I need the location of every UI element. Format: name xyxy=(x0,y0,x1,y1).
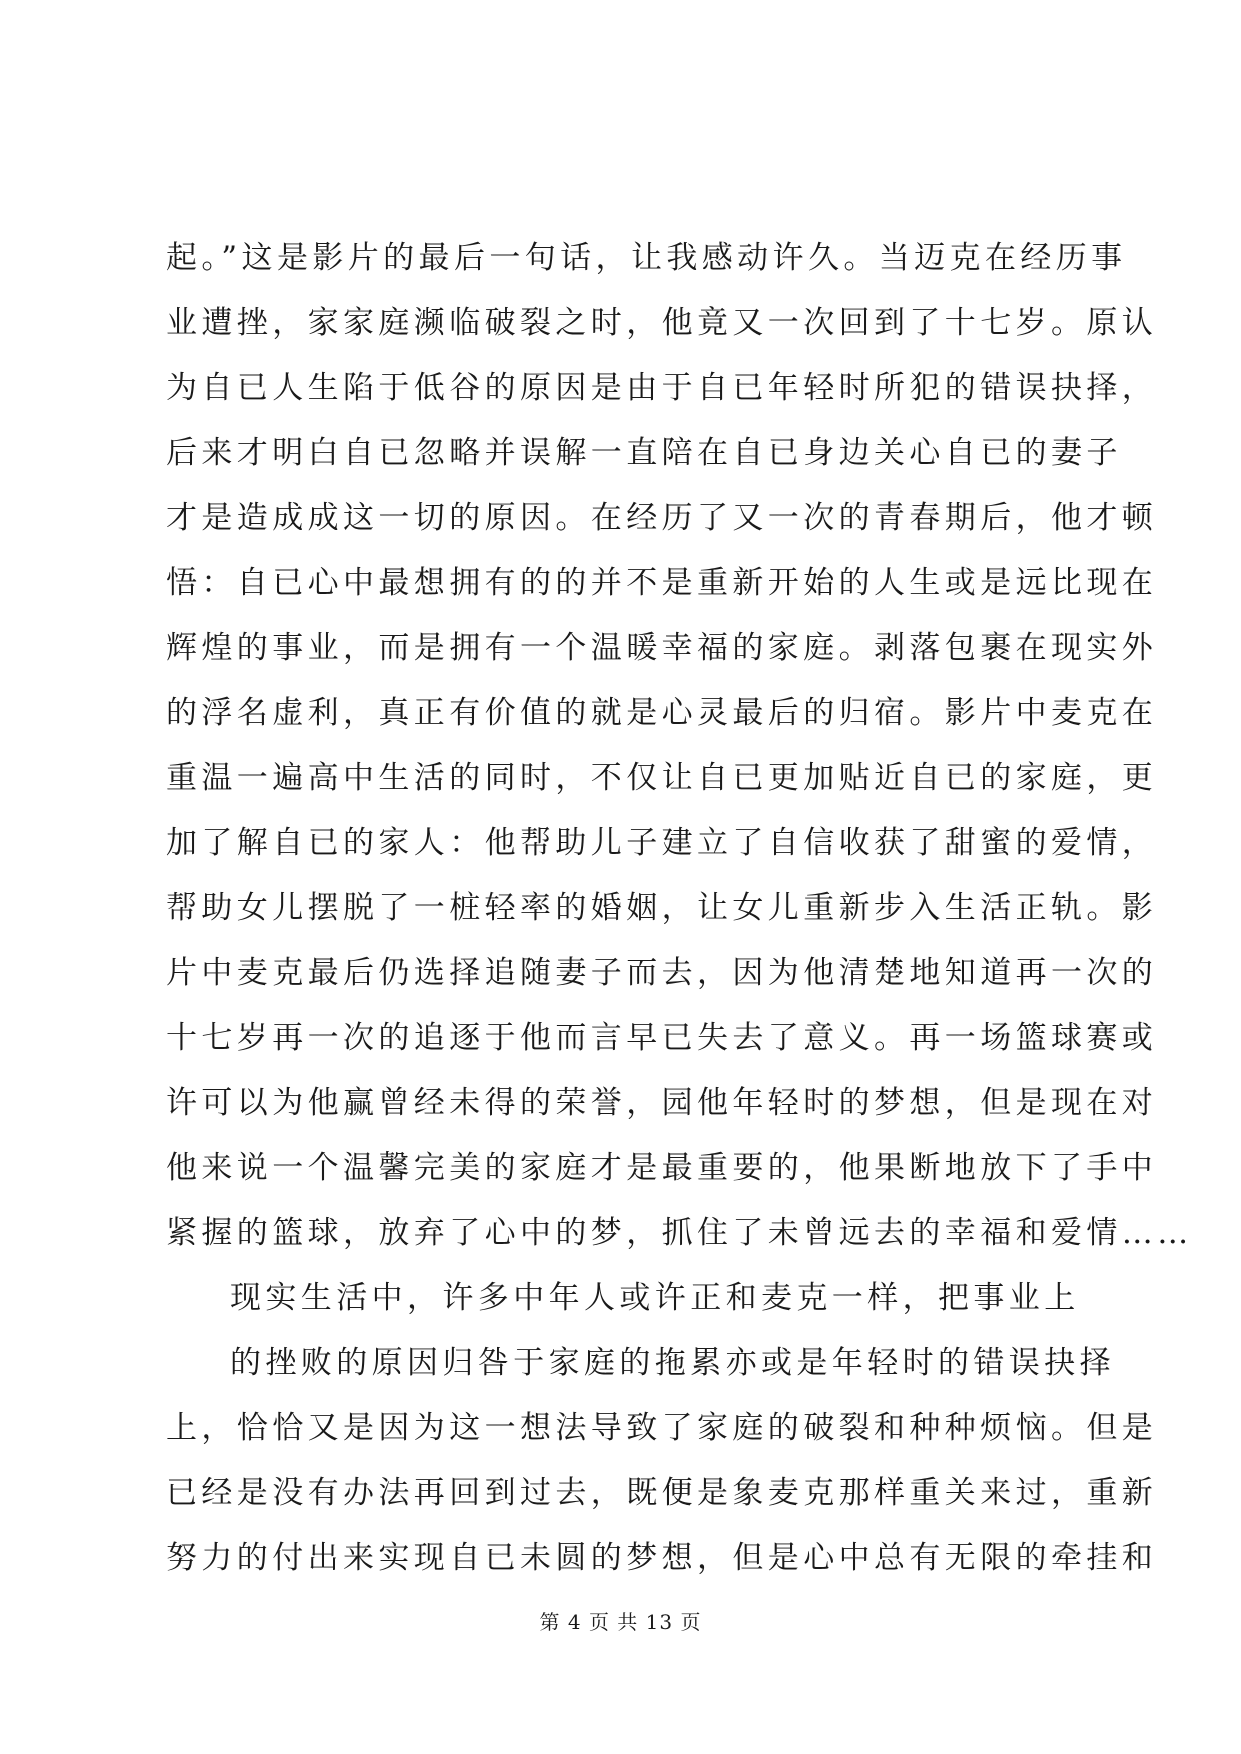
text-line: 才是造成成这一切的原因。在经历了又一次的青春期后，他才顿 xyxy=(166,500,1158,536)
text-line: 辉煌的事业，而是拥有一个温暖幸福的家庭。剥落包裹在现实外 xyxy=(166,630,1158,666)
text-line: 的挫败的原因归咎于家庭的拖累亦或是年轻时的错误抉择 xyxy=(230,1345,1115,1381)
text-line: 许可以为他赢曾经未得的荣誉，园他年轻时的梦想，但是现在对 xyxy=(166,1085,1158,1121)
text-line: 努力的付出来实现自已未圆的梦想，但是心中总有无限的牵挂和 xyxy=(166,1540,1158,1576)
text-line: 已经是没有办法再回到过去，既便是象麦克那样重关来过，重新 xyxy=(166,1475,1158,1511)
text-line: 加了解自已的家人：他帮助儿子建立了自信收获了甜蜜的爱情， xyxy=(166,825,1158,861)
body-text xyxy=(166,226,1193,1591)
text-line: 紧握的篮球，放弃了心中的梦，抓住了未曾远去的幸福和爱情…… xyxy=(166,1215,1193,1251)
text-line: 帮助女儿摆脱了一桩轻率的婚姻，让女儿重新步入生活正轨。影 xyxy=(166,890,1158,926)
text-line: 业遭挫，家家庭濒临破裂之时，他竟又一次回到了十七岁。原认 xyxy=(166,305,1158,341)
text-line: 十七岁再一次的追逐于他而言早已失去了意义。再一场篮球赛或 xyxy=(166,1020,1158,1056)
text-line: 上，恰恰又是因为这一想法导致了家庭的破裂和种种烦恼。但是 xyxy=(166,1410,1158,1446)
text-line: 的浮名虚利，真正有价值的就是心灵最后的归宿。影片中麦克在 xyxy=(166,695,1158,731)
text-line: 现实生活中，许多中年人或许正和麦克一样，把事业上 xyxy=(230,1280,1080,1316)
text-line: 后来才明白自已忽略并误解一直陪在自已身边关心自已的妻子 xyxy=(166,435,1122,471)
text-line: 悟：自已心中最想拥有的的并不是重新开始的人生或是远比现在 xyxy=(166,565,1158,601)
text-line: 他来说一个温馨完美的家庭才是最重要的，他果断地放下了手中 xyxy=(166,1150,1158,1186)
text-line: 起。”这是影片的最后一句话，让我感动许久。当迈克在经历事 xyxy=(166,240,1127,276)
page-number-footer: 第 4 页 共 13 页 xyxy=(539,1610,702,1634)
text-line: 片中麦克最后仍选择追随妻子而去，因为他清楚地知道再一次的 xyxy=(166,955,1158,991)
text-line: 重温一遍高中生活的同时，不仅让自已更加贴近自已的家庭，更 xyxy=(166,760,1158,796)
text-line: 为自已人生陷于低谷的原因是由于自已年轻时所犯的错误抉择， xyxy=(166,370,1158,406)
